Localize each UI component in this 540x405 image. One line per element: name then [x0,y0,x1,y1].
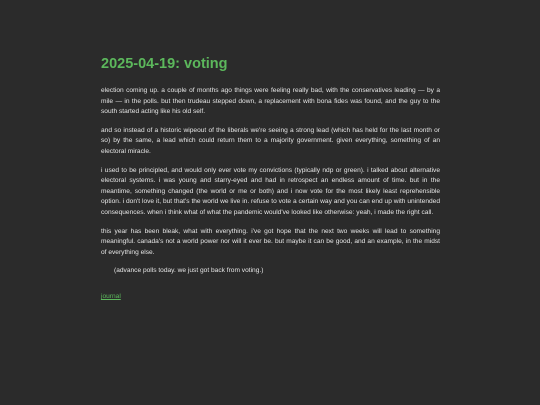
entry-title: 2025-04-19: voting [101,56,228,72]
journal-entry [101,55,440,303]
entry-paragraph-2: and so instead of a historic wipeout of the liberals we're seeing a strong lead (which has held for the last month or so) by the same, a lead which could return them to a majority government. given everything, something of an electoral miracle. [101,126,440,155]
entry-paragraph-4: this year has been bleak, what with everything. i've got hope that the next two weeks will lead to something meaningful. canada's not a world power nor will it ever be. but maybe it can be good, and an example, in the midst of everything else. [101,227,440,256]
entry-paragraph-1: election coming up. a couple of months ago things were feeling really bad, with the conservatives leading — by a mile — in the polls. but then trudeau stepped down, a replacement with bona fides was found, and the guy to the south started acting like his old self. [101,87,440,116]
entry-paragraph-3: i used to be principled, and would only ever vote my convictions (typically ndp or green). i talked about alternative electoral systems. i was young and starry-eyed and had in retrospect an endless amount of time. but in the meantime, something changed (the world or me or both) and i now vote for the most likely least reprehensible option. i don't love it, but that's the world we live in. refuse to vote a certain way and you can end up with unintended consequences. when i think what of what the pandemic would've looked like otherwise: yeah, i made the right call. [101,166,440,216]
journal-link[interactable]: journal [101,292,121,300]
entry-aside: (advance polls today. we just got back from voting.) [114,267,264,275]
